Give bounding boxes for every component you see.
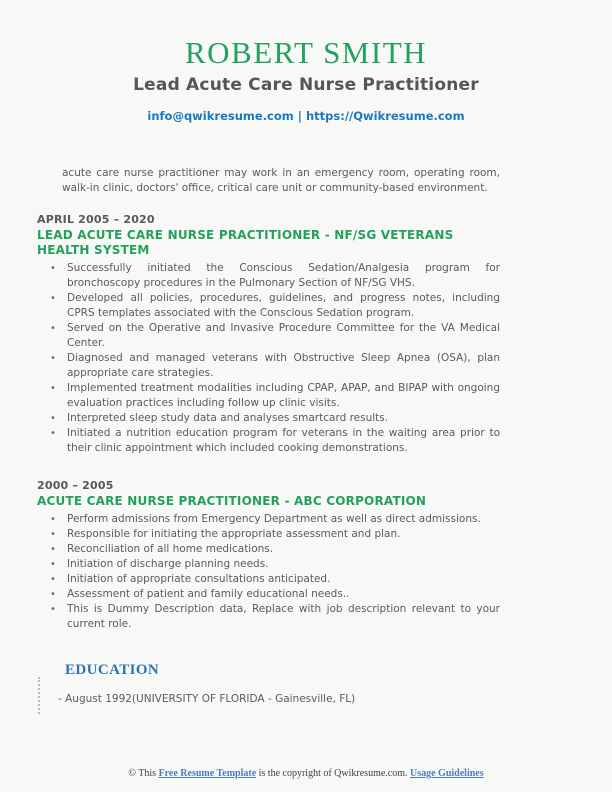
experience-bullet-item [37, 411, 500, 426]
experience-2-role-heading: ACUTE CARE NURSE PRACTITIONER - ABC CORPORATION [37, 494, 427, 508]
bullet-text: This is Dummy Description data, Replace with job description relevant to your current role. [67, 603, 500, 630]
experience-bullet-item [37, 426, 500, 456]
bullet-icon: • [50, 589, 56, 600]
experience-bullet-item [37, 572, 500, 587]
bullet-text: Initiated a nutrition education program for veterans in the waiting area prior to their clinic appointment which included cooking demonstrations. [67, 427, 500, 454]
bullet-text: Implemented treatment modalities including CPAP, APAP, and BIPAP with ongoing evaluation practices including follow up clinic visits. [67, 382, 500, 409]
education-entry: - August 1992(UNIVERSITY OF FLORIDA - Gainesville, FL) [58, 693, 356, 705]
bullet-icon: • [50, 559, 56, 570]
bullet-icon: • [50, 263, 56, 274]
timeline-dotted-line [38, 677, 40, 714]
bullet-icon: • [50, 574, 56, 585]
experience-1-role-heading: LEAD ACUTE CARE NURSE PRACTITIONER - NF/SG VETERANS HEALTH SYSTEM [37, 228, 454, 257]
usage-guidelines-link[interactable]: Usage Guidelines [410, 768, 484, 779]
contact-line[interactable]: info@qwikresume.com | https://Qwikresume.com [147, 109, 465, 123]
experience-1-bullet-list [37, 261, 500, 456]
bullet-icon: • [50, 544, 56, 555]
experience-bullet-item [37, 381, 500, 411]
experience-bullet-item [37, 587, 500, 602]
experience-bullet-item [37, 557, 500, 572]
experience-bullet-item [37, 512, 500, 527]
experience-2-dates: 2000 – 2005 [37, 479, 114, 492]
bullet-text: Responsible for initiating the appropriate assessment and plan. [67, 528, 401, 540]
page-footer [0, 768, 612, 779]
experience-bullet-item [37, 291, 500, 321]
bullet-icon: • [50, 293, 56, 304]
experience-entry-2 [37, 479, 500, 632]
experience-1-dates: APRIL 2005 – 2020 [37, 213, 155, 226]
free-resume-template-link[interactable]: Free Resume Template [158, 768, 257, 779]
experience-bullet-item [37, 542, 500, 557]
experience-bullet-item [37, 261, 500, 291]
bullet-text: Developed all policies, procedures, guidelines, and progress notes, including CPRS templates associated with the Conscious Sedation program. [67, 292, 500, 319]
footer-copyright-middle: is the copyright of Qwikresume.com. [256, 768, 410, 779]
bullet-icon: • [50, 428, 56, 439]
summary-text: acute care nurse practitioner may work in an emergency room, operating room, walk-in clinic, doctors' office, critical care unit or community-based environment. [62, 167, 500, 194]
footer-copyright-prefix: © This [128, 768, 159, 779]
bullet-text: Diagnosed and managed veterans with Obstructive Sleep Apnea (OSA), plan appropriate care strategies. [67, 352, 500, 379]
experience-bullet-item [37, 527, 500, 542]
bullet-text: Successfully initiated the Conscious Sedation/Analgesia program for bronchoscopy procedures in the Pulmonary Section of NF/SG VHS. [67, 262, 500, 289]
education-heading: EDUCATION [65, 662, 160, 678]
bullet-icon: • [50, 323, 56, 334]
experience-bullet-item [37, 351, 500, 381]
bullet-text: Perform admissions from Emergency Department as well as direct admissions. [67, 513, 481, 525]
resume-header [0, 0, 612, 123]
bullet-icon: • [50, 604, 56, 615]
resume-body [0, 166, 612, 707]
experience-bullet-item [37, 321, 500, 351]
experience-entry-1 [37, 213, 500, 456]
candidate-job-title: Lead Acute Care Nurse Practitioner [133, 75, 479, 95]
bullet-icon: • [50, 529, 56, 540]
candidate-name: ROBERT SMITH [184, 35, 428, 70]
bullet-text: Interpreted sleep study data and analyses smartcard results. [67, 412, 389, 424]
experience-bullet-item [37, 602, 500, 632]
bullet-text: Assessment of patient and family educational needs.. [67, 588, 350, 600]
bullet-text: Initiation of discharge planning needs. [67, 558, 269, 570]
bullet-icon: • [50, 383, 56, 394]
experience-2-bullet-list [37, 512, 500, 632]
bullet-text: Served on the Operative and Invasive Procedure Committee for the VA Medical Center. [67, 322, 500, 349]
bullet-icon: • [50, 413, 56, 424]
bullet-icon: • [50, 514, 56, 525]
bullet-icon: • [50, 353, 56, 364]
education-section [37, 662, 500, 707]
bullet-text: Initiation of appropriate consultations anticipated. [67, 573, 331, 585]
bullet-text: Reconciliation of all home medications. [67, 543, 274, 555]
